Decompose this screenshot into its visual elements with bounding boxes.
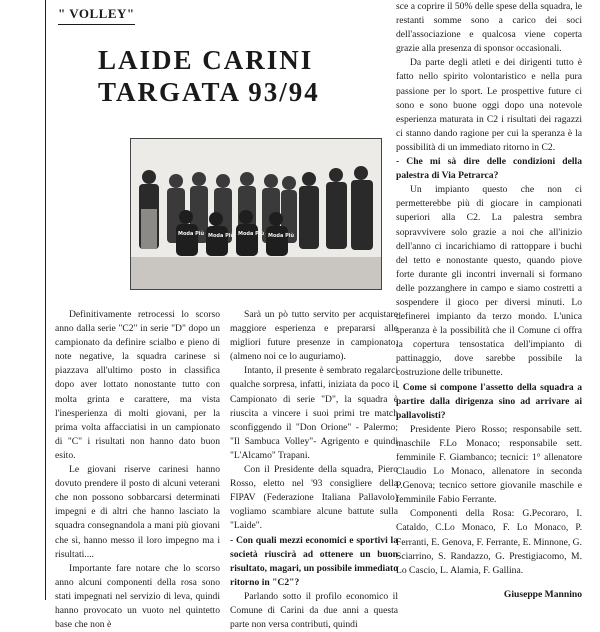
author-signature: Giuseppe Mannino: [503, 588, 582, 600]
interview-question: - Come si compone l'assetto della squadra a partire dalla dirigenza sino ad arrivare ai pallavolisti?: [396, 381, 582, 421]
article-paragraph: Importante fare notare che lo scorso anno alcuni componenti della rosa sono stati impegnati nel servizio di leva, quindi hanno provocato un vuoto nel quintetto base che non è: [55, 562, 220, 631]
team-photo-icon: [131, 139, 381, 289]
interview-question: - Che mi sà dire delle condizioni della palestra di Via Petrarca?: [396, 156, 582, 182]
article-paragraph: Sarà un pò tutto servito per acquistare maggiore esperienza e prepararsi alle migliori future presenze in campionato, (almeno noi ce lo auguriamo).: [230, 309, 398, 363]
article-paragraph: Con il Presidente della squadra, Piero Rosso, eletto nel '93 consigliere della FIPAV (Federazione Italiana Pallavolo) vogliamo scambiare alcune battute sulla "Laide".: [230, 464, 398, 532]
article-paragraph: Parlando sotto il profilo economico il Comune di Carini da due anni a questa parte non versa contributi, quindi: [230, 590, 398, 631]
svg-text:Moda Più: Moda Più: [208, 233, 235, 239]
column-rule: [45, 0, 46, 600]
interview-question: - Con quali mezzi economici e sportivi la società riuscirà ad ottenere un buon risultato, magari, un possibile immediato ritorno in "C2"?: [230, 534, 398, 588]
article-column-2: [230, 308, 398, 632]
article-paragraph: Un impianto questo che non ci permetterebbe più di giocare in campionati superiori alla C2. La palestra sembra sopravvivere solo grazie a noi che all'inizio dell'anno ci incarichiamo di rattoppare i buchi del tetto e nonostante questo, quando piove forte durante gli incontri invernali si formano delle pozzanghere in campo e siamo costretti a sospendere il gioco per diversi minuti. Lo definerei impianto da terzo mondo. L'unica speranza è la possibilità che il Comune ci offra la copertura tensostatica dell'impianto di pattinaggio, dove sarebbe possibile la costruzione delle tribunette.: [396, 184, 582, 379]
section-label: " VOLLEY": [58, 6, 135, 21]
article-column-3: [396, 0, 582, 602]
article-paragraph: sce a coprire il 50% delle spese della squadra, le restanti somme sono a carico dei soci dell'associazione e qualcosa viene coperta grazie alla presenza di sponsor occasionali.: [396, 1, 582, 55]
article-column-1: [55, 308, 220, 632]
article-paragraph: Presidente Piero Rosso; responsabile sett. maschile F.Lo Monaco; responsabile sett. femminile F. Giambanco; tecnici: 1° allenatore Claudio Lo Monaco, allenatore in seconda P.Genova; tecnico settore giovanile maschile e femminile Fabio Ferrante.: [396, 423, 582, 506]
article-paragraph: Definitivamente retrocessi lo scorso anno dalla serie "C2" in serie "D" dopo un campionato da definire scialbo e pieno di note negative, la squadra carinese si piazzava all'ultimo posto in classifica dopo aver lottato nonostante tutto con molta grinta e carattere, ma vista l'inesperienza di molti giovani, per la prima volta affacciatisi in un campionato di "C" i risultati non hanno dato buon esito.: [55, 309, 220, 461]
headline-line2: TARGATA 93/94: [98, 77, 320, 107]
svg-text:Moda Più: Moda Più: [238, 231, 265, 237]
article-paragraph: Componenti della Rosa: G.Pecoraro, I. Cataldo, C.Lo Monaco, F. Lo Monaco, P. Ferranti, E. Genova, F. Ferrante, E. Minnone, G. Sciarrino, S. Randazzo, G. Prestigiacomo, M. Lo Cascio, L. Alamia, F. Gallina.: [396, 508, 583, 576]
headline: [98, 44, 368, 108]
team-photo: [130, 138, 382, 290]
svg-text:Moda Più: Moda Più: [178, 231, 205, 237]
headline-line1: LAIDE CARINI: [98, 45, 314, 75]
article-paragraph: Intanto, il presente è sembrato regalarci qualche sorpresa, infatti, iniziata da poco il Campionato di serie "D", la squadra è riuscita a vincere i suoi primi tre match sconfiggendo il "Don Orione" - Palermo; "Il Sambuca Volley"- Agrigento e quindi "L'Alcamo" Trapani.: [230, 365, 398, 461]
article-paragraph: Da parte degli atleti e dei dirigenti tutto è fatto nello spirito volontaristico e nella pura passione per lo sport. Le prospettive future ci sono e sono buone oggi dopo una notevole esperienza maturata in C2 i risultati dei ragazzi ci stanno dando ragione per cui la speranza è la possibilità di un immediato ritorno in C2.: [396, 57, 582, 153]
article-paragraph: Le giovani riserve carinesi hanno dovuto prendere il posto di alcuni veterani che non possono sobbarcarsi determinati impegni e di altri che hanno lasciato la squadra consegnandola a mani più giovani che sì, hanno messo il loro impegno ma i risultati....: [55, 464, 220, 560]
svg-text:Moda Più: Moda Più: [268, 233, 295, 239]
